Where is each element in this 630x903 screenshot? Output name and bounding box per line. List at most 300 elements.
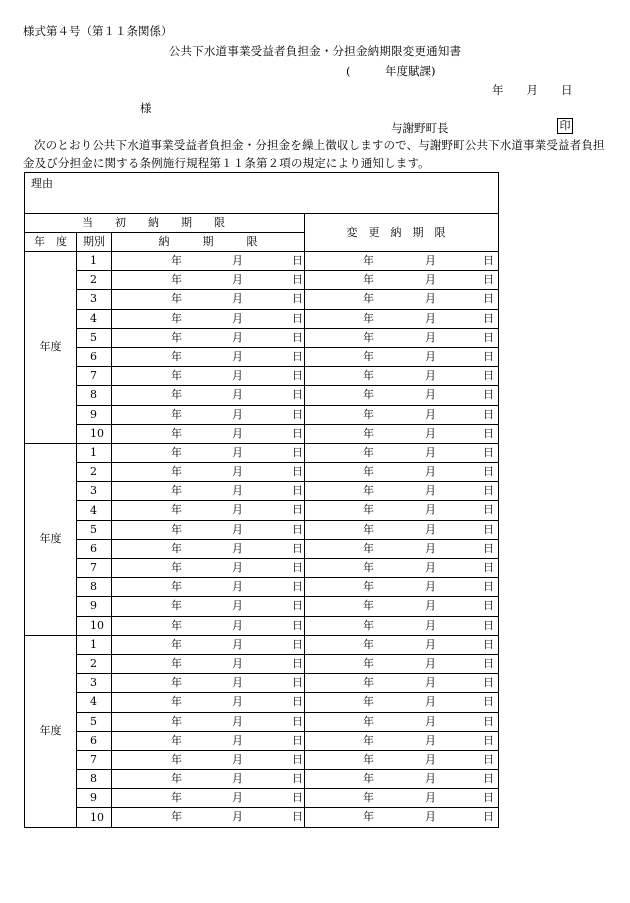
day-char: 日 [292,388,303,402]
month-char: 月 [232,752,243,766]
year-char: 年 [363,330,374,344]
year-char: 年 [171,369,182,383]
period-number: 1 [77,252,112,271]
month-char: 月 [232,733,243,747]
year-char: 年 [363,656,374,670]
original-due-date [112,616,305,635]
changed-due-date [305,808,499,827]
table-row [25,520,499,539]
day-char: 日 [292,580,303,594]
year-char: 年 [363,714,374,728]
day-char: 日 [292,330,303,344]
changed-due-date [305,789,499,808]
month-char: 月 [425,676,436,690]
year-char: 年 [171,292,182,306]
year-char: 年 [171,810,182,824]
day-char: 日 [483,618,494,632]
table-row [25,616,499,635]
day-char: 日 [292,254,303,267]
table-row [25,674,499,693]
changed-due-date [305,635,499,654]
changed-due-date [305,271,499,290]
year-char: 年 [171,503,182,517]
period-number: 6 [77,539,112,558]
month-char: 月 [232,580,243,594]
original-due-date [112,328,305,347]
day-char: 日 [292,752,303,766]
year-char: 年 [363,695,374,709]
day-char: 日 [483,772,494,786]
month-char: 月 [425,561,436,574]
day-char: 日 [292,311,303,325]
period-number: 7 [77,367,112,386]
year-char: 年 [171,349,182,363]
year-char: 年 [171,254,182,267]
period-number: 3 [77,674,112,693]
day-char: 日 [292,637,303,651]
original-due-date [112,520,305,539]
original-due-date [112,789,305,808]
original-due-date [112,501,305,520]
month-char: 月 [425,369,436,383]
year-char: 年 [363,676,374,690]
year-char: 年 [171,388,182,402]
year-char: 年 [171,714,182,728]
table-row [25,750,499,769]
period-number: 5 [77,328,112,347]
day-char: 日 [292,772,303,786]
year-column-header: 年 度 [25,233,77,252]
year-char: 年 [363,522,374,536]
changed-due-date [305,463,499,482]
day-char: 日 [483,407,494,421]
day-char: 日 [483,311,494,325]
day-char: 日 [292,503,303,517]
year-char: 年 [363,349,374,363]
day-char: 日 [483,599,494,613]
table-row [25,808,499,827]
table-row [25,405,499,424]
day-char: 日 [483,369,494,383]
month-char: 月 [425,311,436,325]
original-due-date [112,674,305,693]
reason-label: 理由 [31,177,53,190]
table-row [25,386,499,405]
day-char: 日 [292,445,303,459]
year-char: 年 [171,580,182,594]
day-char: 日 [292,292,303,306]
month-char: 月 [232,522,243,536]
changed-due-date [305,482,499,501]
period-number: 9 [77,405,112,424]
original-due-date [112,693,305,712]
year-char: 年 [363,618,374,632]
period-number: 10 [77,808,112,827]
changed-due-date [305,712,499,731]
day-char: 日 [292,407,303,421]
changed-due-date [305,405,499,424]
month-char: 月 [425,349,436,363]
year-char: 年 [171,522,182,536]
month-char: 月 [425,445,436,459]
day-char: 日 [292,273,303,287]
day-char: 日 [483,292,494,306]
original-due-date [112,367,305,386]
day-char: 日 [483,349,494,363]
day-char: 日 [483,465,494,479]
year-char: 年 [363,599,374,613]
day-char: 日 [292,599,303,613]
table-row [25,770,499,789]
year-char: 年 [363,772,374,786]
month-char: 月 [425,580,436,594]
form-number: 様式第４号（第１１条関係） [23,24,173,38]
year-char: 年 [363,637,374,651]
changed-due-date [305,597,499,616]
month-char: 月 [425,522,436,536]
changed-due-date [305,424,499,443]
year-char: 年 [171,273,182,287]
year-char: 年 [171,695,182,709]
month-char: 月 [425,484,436,498]
period-number: 8 [77,386,112,405]
changed-due-date [305,578,499,597]
original-due-date [112,405,305,424]
addressee: 様 [140,101,152,115]
changed-due-date [305,328,499,347]
changed-due-date [305,443,499,462]
year-char: 年 [363,503,374,517]
period-number: 2 [77,271,112,290]
year-char: 年 [363,292,374,306]
fiscal-year-label: ( 年度賦課) [346,64,436,78]
changed-due-date [305,559,499,578]
day-char: 日 [483,503,494,517]
original-due-date [112,424,305,443]
changed-due-date [305,290,499,309]
month-char: 月 [425,656,436,670]
month-char: 月 [232,273,243,287]
table-row [25,290,499,309]
day-char: 日 [292,349,303,363]
table-row [25,654,499,673]
day-char: 日 [483,714,494,728]
period-number: 9 [77,789,112,808]
month-char: 月 [232,254,243,267]
month-char: 月 [232,407,243,421]
changed-due-date [305,501,499,520]
changed-due-date [305,309,499,328]
month-char: 月 [425,637,436,651]
changed-due-date [305,347,499,366]
original-due-date [112,750,305,769]
table-row [25,712,499,731]
month-char: 月 [425,426,436,440]
year-char: 年 [363,752,374,766]
month-char: 月 [425,733,436,747]
original-due-date [112,271,305,290]
table-row [25,501,499,520]
table-row [25,578,499,597]
month-char: 月 [425,714,436,728]
year-char: 年 [171,426,182,440]
day-char: 日 [292,733,303,747]
table-row [25,482,499,501]
fiscal-year-cell: 年度 [25,443,77,635]
month-char: 月 [425,388,436,402]
due-column-header: 納 期 限 [112,233,305,252]
year-char: 年 [171,791,182,805]
month-char: 月 [232,791,243,805]
month-char: 月 [232,695,243,709]
table-row [25,789,499,808]
changed-due-date [305,520,499,539]
day-char: 日 [292,618,303,632]
day-char: 日 [292,561,303,574]
period-number: 4 [77,693,112,712]
original-due-date [112,559,305,578]
day-char: 日 [483,656,494,670]
day-char: 日 [483,791,494,805]
original-due-date [112,597,305,616]
period-number: 8 [77,578,112,597]
original-due-date [112,443,305,462]
day-char: 日 [292,465,303,479]
period-column-header: 期別 [77,233,112,252]
original-due-date [112,712,305,731]
day-char: 日 [483,388,494,402]
year-char: 年 [363,388,374,402]
month-char: 月 [232,388,243,402]
day-char: 日 [292,676,303,690]
day-char: 日 [483,752,494,766]
period-number: 5 [77,712,112,731]
table-row [25,328,499,347]
changed-due-date [305,674,499,693]
table-row [25,693,499,712]
period-number: 9 [77,597,112,616]
day-char: 日 [292,714,303,728]
original-due-date [112,309,305,328]
month-char: 月 [232,656,243,670]
changed-due-date [305,770,499,789]
year-char: 年 [363,465,374,479]
changed-due-date [305,539,499,558]
original-due-date [112,539,305,558]
day-char: 日 [483,676,494,690]
changed-due-header: 変更納期限 [305,214,499,252]
month-char: 月 [425,695,436,709]
month-char: 月 [232,311,243,325]
period-number: 1 [77,635,112,654]
month-char: 月 [232,714,243,728]
month-char: 月 [232,541,243,555]
month-char: 月 [425,752,436,766]
original-due-date [112,347,305,366]
issuer-name: 与謝野町長 [391,121,449,135]
year-char: 年 [171,676,182,690]
table-row [25,463,499,482]
year-char: 年 [363,407,374,421]
table-row [25,731,499,750]
day-char: 日 [483,273,494,287]
year-char: 年 [171,465,182,479]
table-row [25,424,499,443]
document-title: 公共下水道事業受益者負担金・分担金納期限変更通知書 [168,44,462,58]
month-char: 月 [232,772,243,786]
year-char: 年 [171,637,182,651]
period-number: 5 [77,520,112,539]
day-char: 日 [292,541,303,555]
day-char: 日 [292,484,303,498]
year-char: 年 [363,369,374,383]
day-char: 日 [292,791,303,805]
year-char: 年 [363,484,374,498]
year-char: 年 [363,791,374,805]
day-char: 日 [292,810,303,824]
period-number: 10 [77,616,112,635]
day-char: 日 [483,254,494,267]
year-char: 年 [171,733,182,747]
table-row [25,559,499,578]
year-char: 年 [363,311,374,325]
month-char: 月 [425,465,436,479]
year-char: 年 [171,752,182,766]
original-due-date [112,386,305,405]
period-number: 6 [77,731,112,750]
year-char: 年 [363,273,374,287]
day-char: 日 [483,484,494,498]
changed-due-date [305,654,499,673]
reason-field [25,173,499,214]
month-char: 月 [232,810,243,824]
year-char: 年 [171,407,182,421]
seal-mark: 印 [557,118,573,134]
month-char: 月 [232,465,243,479]
period-number: 3 [77,290,112,309]
fiscal-year-cell: 年度 [25,635,77,827]
month-char: 月 [425,273,436,287]
month-char: 月 [232,349,243,363]
original-due-date [112,463,305,482]
month-char: 月 [425,541,436,555]
month-char: 月 [232,561,243,574]
year-char: 年 [363,426,374,440]
period-number: 10 [77,424,112,443]
month-char: 月 [232,369,243,383]
year-char: 年 [171,445,182,459]
day-char: 日 [292,426,303,440]
month-char: 月 [425,407,436,421]
year-char: 年 [363,561,374,574]
month-char: 月 [425,791,436,805]
day-char: 日 [483,561,494,574]
table-row [25,443,499,462]
table-row [25,252,499,271]
year-char: 年 [171,541,182,555]
month-char: 月 [232,292,243,306]
table-row [25,347,499,366]
day-char: 日 [483,426,494,440]
day-char: 日 [483,580,494,594]
year-char: 年 [171,311,182,325]
month-char: 月 [425,330,436,344]
year-char: 年 [171,599,182,613]
month-char: 月 [232,445,243,459]
month-char: 月 [425,618,436,632]
due-date-table [24,172,499,828]
month-char: 月 [425,254,436,267]
month-char: 月 [232,330,243,344]
year-char: 年 [363,733,374,747]
period-number: 1 [77,443,112,462]
year-char: 年 [171,656,182,670]
original-due-header: 当初納期限 [25,214,305,233]
changed-due-date [305,750,499,769]
day-char: 日 [483,637,494,651]
day-char: 日 [292,522,303,536]
year-char: 年 [363,254,374,267]
table-row [25,309,499,328]
changed-due-date [305,693,499,712]
period-number: 4 [77,309,112,328]
table-row [25,539,499,558]
period-number: 7 [77,750,112,769]
period-number: 7 [77,559,112,578]
year-char: 年 [363,810,374,824]
month-char: 月 [232,676,243,690]
year-char: 年 [171,772,182,786]
original-due-date [112,808,305,827]
changed-due-date [305,616,499,635]
month-char: 月 [232,503,243,517]
day-char: 日 [483,695,494,709]
period-number: 2 [77,463,112,482]
changed-due-date [305,386,499,405]
period-number: 8 [77,770,112,789]
table-row [25,635,499,654]
original-due-date [112,731,305,750]
original-due-date [112,654,305,673]
day-char: 日 [483,541,494,555]
year-char: 年 [171,484,182,498]
day-char: 日 [483,445,494,459]
month-char: 月 [425,292,436,306]
year-char: 年 [171,330,182,344]
month-char: 月 [232,618,243,632]
day-char: 日 [292,656,303,670]
month-char: 月 [425,810,436,824]
day-char: 日 [292,695,303,709]
table-row [25,597,499,616]
month-char: 月 [232,426,243,440]
month-char: 月 [232,484,243,498]
changed-due-date [305,252,499,271]
day-char: 日 [483,522,494,536]
month-char: 月 [425,772,436,786]
period-number: 2 [77,654,112,673]
period-number: 6 [77,347,112,366]
original-due-date [112,252,305,271]
month-char: 月 [232,599,243,613]
original-due-date [112,578,305,597]
table-row [25,271,499,290]
fiscal-year-cell: 年度 [25,252,77,444]
year-char: 年 [363,445,374,459]
original-due-date [112,482,305,501]
year-char: 年 [171,618,182,632]
notice-body-text: 次のとおり公共下水道事業受益者負担金・分担金を繰上徴収しますので、与謝野町公共下水道事業受益者負担金及び分担金に関する条例施行規程第１１条第２項の規定により通知します。 [23,138,605,170]
